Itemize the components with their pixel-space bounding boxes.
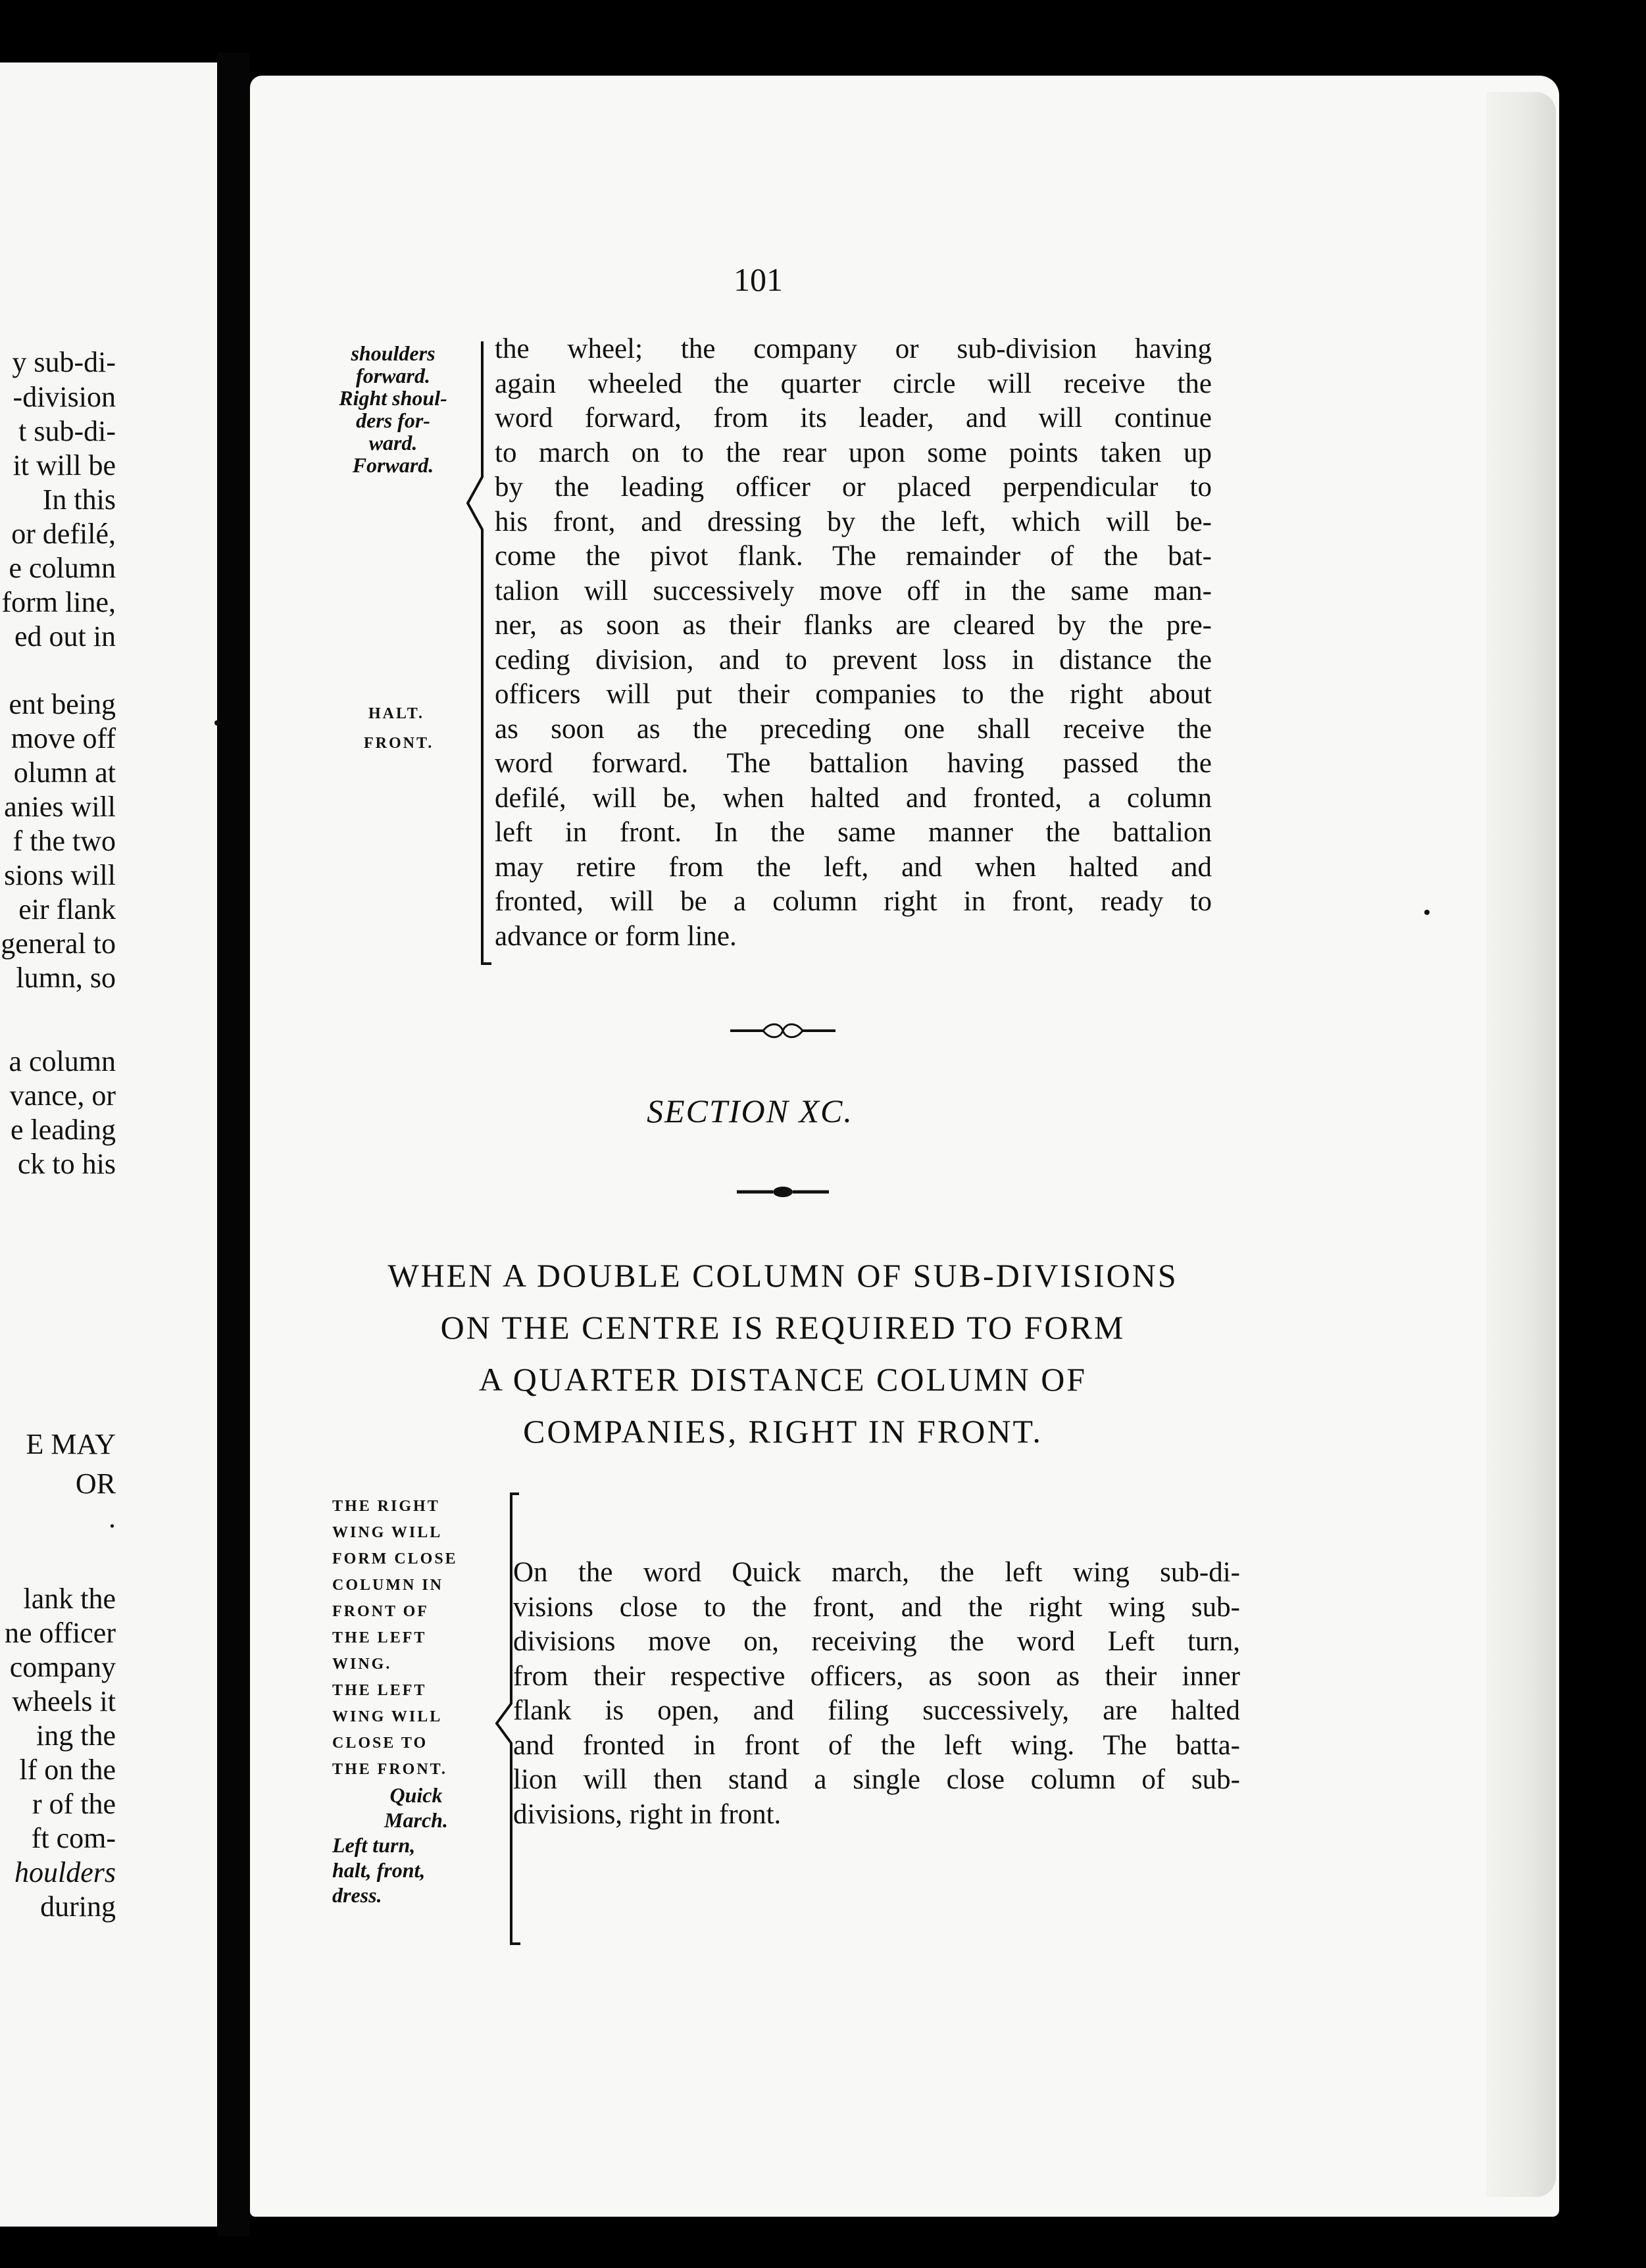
page-number: 101 — [734, 261, 783, 298]
text-line: from their respective officers, as soon as their inner — [513, 1660, 1240, 1692]
left-page-line: r of the — [32, 1788, 116, 1820]
left-page-line: ft com- — [31, 1822, 116, 1854]
text-line: ceding division, and to prevent loss in distance the — [495, 644, 1212, 676]
left-page-line: -division — [12, 381, 116, 413]
margin-note-front: FRONT. — [364, 735, 434, 752]
margin-note-line: WING WILL — [332, 1708, 443, 1725]
left-page-line: E MAY — [26, 1428, 116, 1460]
margin-note-wing-orders — [332, 1493, 500, 1908]
text-line: advance or form line. — [495, 920, 737, 952]
text-line: talion will successively move off in the same man- — [495, 575, 1212, 606]
ornament-divider-2 — [737, 1184, 829, 1200]
margin-note-halt: HALT. — [368, 705, 425, 722]
text-line: his front, and dressing by the left, which will be- — [495, 506, 1212, 537]
margin-note-line: Forward. — [352, 453, 434, 477]
text-line: the wheel; the company or sub-division having — [495, 333, 1212, 364]
left-page-line: lf on the — [19, 1754, 116, 1786]
heading-line: ON THE CENTRE IS REQUIRED TO FORM — [440, 1309, 1126, 1346]
margin-note-line: THE LEFT — [332, 1629, 427, 1646]
text-line: defilé, will be, when halted and fronted, a column — [495, 782, 1212, 814]
text-line: again wheeled the quarter circle will receive the — [495, 368, 1212, 399]
text-line: officers will put their companies to the right about — [495, 679, 1212, 710]
margin-note-line: WING WILL — [332, 1524, 443, 1541]
left-page-line: wheels it — [12, 1685, 116, 1717]
text-line: come the pivot flank. The remainder of the bat- — [495, 541, 1212, 572]
left-page-line: ne officer — [5, 1617, 116, 1649]
left-page-line: olumn at — [13, 756, 116, 789]
margin-note-commands — [332, 342, 454, 476]
margin-note-line: THE FRONT. — [332, 1761, 447, 1778]
margin-note-line: ward. — [368, 431, 418, 455]
left-page-line: it will be — [12, 449, 116, 481]
left-page-line: general to — [1, 927, 116, 960]
text-line: word forward, from its leader, and will continue — [495, 403, 1212, 433]
left-page-line: anies will — [4, 791, 116, 823]
left-page-line: In this — [42, 483, 116, 516]
left-page-line: a column — [9, 1045, 116, 1077]
text-line: lion will then stand a single close column of sub- — [513, 1764, 1240, 1795]
page-edge-shadow — [1487, 92, 1556, 2197]
left-page-line: during — [40, 1890, 116, 1923]
left-page-line: e column — [9, 552, 116, 584]
margin-note-line: halt, front, — [332, 1858, 426, 1882]
margin-note-line: CLOSE TO — [332, 1735, 428, 1752]
text-line: and fronted in front of the left wing. The batta- — [513, 1729, 1240, 1761]
text-line: to march on to the rear upon some points taken up — [495, 437, 1212, 468]
heading-line: A QUARTER DISTANCE COLUMN OF — [478, 1361, 1087, 1398]
margin-note-line: March. — [384, 1808, 448, 1832]
margin-note-line: Quick — [389, 1783, 443, 1807]
margin-note-line: THE LEFT — [332, 1682, 427, 1699]
paragraph-2 — [513, 1556, 1240, 1832]
margin-note-line: dress. — [332, 1883, 382, 1907]
section-heading — [329, 1250, 1237, 1458]
ornament-divider-1 — [730, 1021, 835, 1041]
text-line: ner, as soon as their flanks are cleared by the pre- — [495, 610, 1212, 641]
text-line: by the leading officer or placed perpendicular to — [495, 472, 1212, 503]
left-page-line: move off — [11, 722, 116, 754]
margin-brace-1 — [464, 339, 493, 970]
margin-note-line: FRONT OF — [332, 1603, 429, 1620]
text-line: divisions move on, receiving the word Left turn, — [513, 1626, 1240, 1657]
left-page-line: y sub-di- — [12, 346, 116, 378]
margin-note-line: COLUMN IN — [332, 1577, 443, 1594]
speck — [214, 720, 220, 726]
text-line: fronted, will be a column right in front, ready to — [495, 886, 1212, 917]
heading-line: WHEN A DOUBLE COLUMN OF SUB-DIVISIONS — [387, 1257, 1178, 1294]
left-page-line: lank the — [23, 1583, 116, 1615]
left-page-line: . — [109, 1502, 116, 1534]
page-gutter — [217, 53, 250, 2236]
left-page-line: t sub-di- — [18, 415, 116, 447]
left-page-line: houlders — [14, 1856, 116, 1888]
heading-line: COMPANIES, RIGHT IN FRONT. — [523, 1413, 1043, 1450]
margin-note-line: ders for- — [356, 408, 430, 432]
text-line: visions close to the front, and the right wing sub- — [513, 1591, 1240, 1623]
text-line: flank is open, and filing successively, are halted — [513, 1695, 1240, 1726]
left-page-line: ent being — [9, 688, 116, 720]
paragraph-1 — [495, 332, 1212, 954]
margin-note-line: Left turn, — [332, 1833, 416, 1857]
text-line: may retire from the left, and when halted and — [495, 851, 1212, 883]
text-line: divisions, right in front. — [513, 1798, 782, 1830]
left-page-line: vance, or — [9, 1079, 116, 1112]
text-line: On the word Quick march, the left wing sub-di- — [513, 1557, 1240, 1588]
margin-note-line: FORM CLOSE — [332, 1550, 458, 1567]
margin-note-line: shoulders — [351, 341, 436, 365]
left-page-line: e leading — [10, 1114, 116, 1146]
left-page-line: company — [9, 1651, 116, 1683]
margin-note-line: forward. — [356, 364, 430, 387]
text-line: word forward. The battalion having passed the — [495, 748, 1212, 779]
margin-note-line: WING. — [332, 1656, 392, 1673]
left-page-line: lumn, so — [16, 962, 116, 994]
text-line: as soon as the preceding one shall receive the — [495, 713, 1212, 745]
margin-note-line: THE RIGHT — [332, 1498, 440, 1515]
margin-note-line: Right shoul- — [339, 386, 447, 410]
left-page-line: eir flank — [18, 893, 116, 925]
left-page-line: or defilé, — [11, 518, 116, 550]
section-title: SECTION XC. — [647, 1093, 853, 1129]
left-page-line: form line, — [1, 586, 116, 618]
left-page-line: ed out in — [14, 620, 116, 653]
text-line: left in front. In the same manner the battalion — [495, 817, 1212, 848]
left-page-line: ck to his — [17, 1148, 116, 1180]
left-page-line: f the two — [12, 825, 116, 857]
left-page-line: sions will — [4, 859, 116, 891]
left-page-line: OR — [75, 1467, 116, 1500]
speck — [1424, 910, 1430, 915]
left-page-line: ing the — [36, 1719, 116, 1752]
